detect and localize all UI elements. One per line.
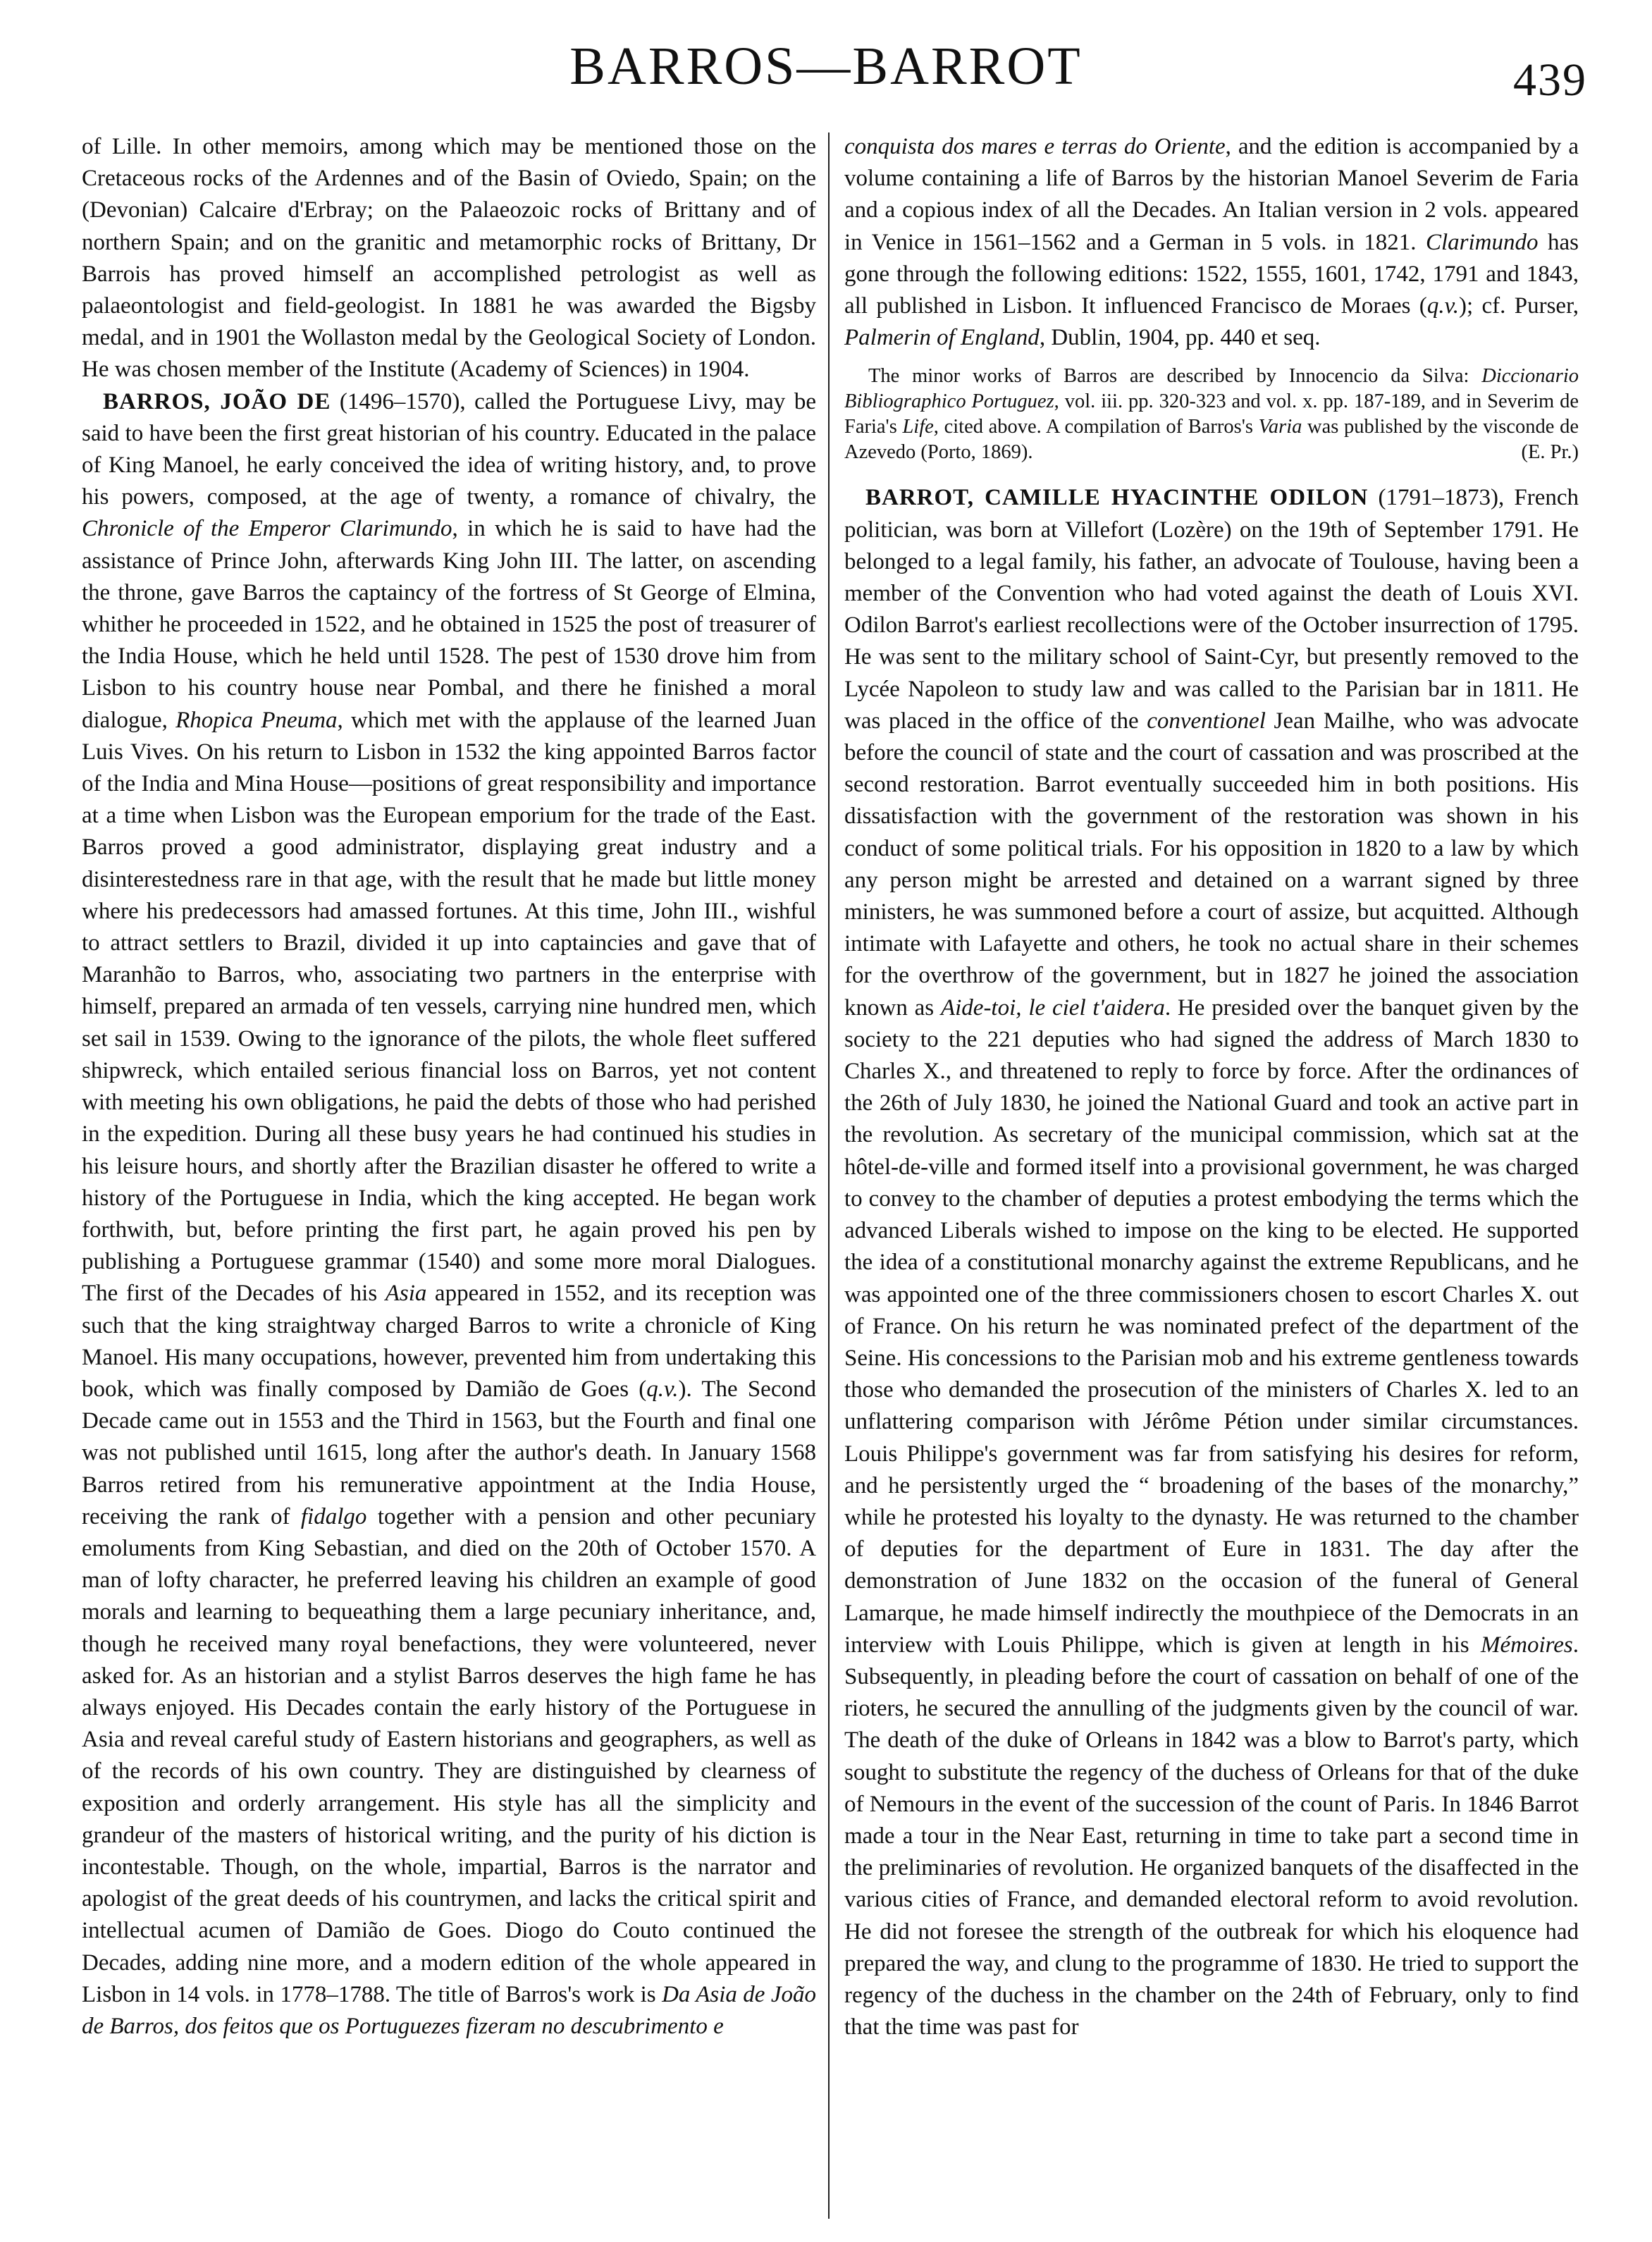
entry-barros: BARROS, JOÃO DE (1496–1570), called the Portuguese Livy, may be said to have been the first great historian of his country. Educated in the palace of King Manoel, he early conceived the idea of writing history, and, to prove his powers, composed, at the age of twenty, a romance of chivalry, the Chronicle of the Emperor Clarimundo, in which he is said to have had the assistance of Prince John, afterwards King John III. The latter, on ascending the throne, gave Barros the captaincy of the fortress of St George of Elmina, whither he proceeded in 1522, and he obtained in 1525 the post of treasurer of the India House, which he held until 1528. The pest of 1530 drove him from Lisbon to his country house near Pombal, and there he finished a moral dialogue, Rhopica Pneuma, which met with the applause of the learned Juan Luis Vives. On his return to Lisbon in 1532 the king appointed Barros factor of the India and Mina House—positions of great responsibility and importance at a time when Lisbon was the European emporium for the trade of the East. Barros proved a good administrator, displaying great industry and a disinterestedness rare in that age, with the result that he made but little money where his predecessors had amassed fortunes. At this time, John III., wishful to attract settlers to Brazil, divided it up into captaincies and gave that of Maranhão to Barros, who, associating two partners in the enterprise with himself, prepared an armada of ten vessels, carrying nine hundred men, which set sail in 1539. Owing to the ignorance of the pilots, the whole fleet suffered shipwreck, which entailed serious financial loss on Barros, yet not content with meeting his own obligations, he paid the debts of those who had perished in the expedition. During all these busy years he had continued his studies in his leisure hours, and shortly after the Brazilian disaster he offered to write a history of the Portuguese in India, which the king accepted. He began work forthwith, but, before printing the first part, he again proved his pen by publishing a Portuguese grammar (1540) and some more moral Dialogues. The first of the Decades of his Asia appeared in 1552, and its reception was such that the king straightway charged Barros to write a chronicle of King Manoel. His many occupations, however, prevented him from undertaking this book, which was finally composed by Damião de Goes (q.v.). The Second Decade came out in 1553 and the Third in 1563, but the Fourth and final one was not published until 1615, long after the author's death. In January 1568 Barros retired from his remunerative appointment at the India House, receiving the rank of fidalgo together with a pension and other pecuniary emoluments from King Sebastian, and died on the 20th of October 1570. A man of lofty character, he preferred leaving his children an example of good morals and learning to bequeathing them a large pecuniary inheritance, and, though he received many royal benefactions, they were volunteered, never asked for. As an historian and a stylist Barros deserves the high fame he has always enjoyed. His Decades contain the early history of the Portuguese in Asia and reveal careful study of Eastern historians and geographers, as well as of the records of his own country. They are distinguished by clearness of exposition and orderly arrangement. His style has all the simplicity and grandeur of the masters of historical writing, and the purity of his diction is incontestable. Though, on the whole, impartial, Barros is the narrator and apologist of the great deeds of his countrymen, and lacks the critical spirit and intellectual acumen of Damião de Goes. Diogo do Couto continued the Decades, adding nine more, and a modern edition of the whole appeared in Lisbon in 14 vols. in 1778–1788. The title of Barros's work is Da Asia de João de Barros, dos feitos que os Portuguezes fizeram no descubrimento e [82,388,817,2039]
italic-title: Asia [385,1281,427,1307]
italic-title: Mémoires [1481,1632,1573,1658]
italic-title: Aide-toi, le ciel t'aidera [940,994,1165,1021]
author-signature: (E. Pr.) [1521,441,1579,464]
paragraph-barrois-continued: of Lille. In other memoirs, among which may be mentioned those on the Cretaceous rocks of the Ardennes and of the Basin of Oviedo, Spain; on the (Devonian) Calcaire d'Erbray; on the Palaeozoic rocks of Brittany and of northern Spain; and on the granitic and metamorphic rocks of Brittany, Dr Barrois has proved himself an accomplished petrologist as well as palaeontologist and field-geologist. In 1881 he was awarded the Bigsby medal, and in 1901 the Wollaston medal by the Geological Society of London. He was chosen member of the Institute (Academy of Sciences) in 1904. [82,134,816,383]
running-head: BARROS—BARROT [569,37,1083,96]
entry-headword: BARROT, CAMILLE HYACINTHE ODILON [865,485,1369,511]
italic-term: conventionel [1147,708,1266,734]
right-column [844,131,1579,2043]
column-divider [828,133,830,2219]
italic-title: Chronicle of the Emperor Clarimundo [82,516,452,542]
italic-title: Life [902,416,934,438]
italic-title: Diccionario Bibliographico Portuguez [844,365,1579,413]
page-number: 439 [1513,54,1587,106]
entry-barrot: BARROT, CAMILLE HYACINTHE ODILON (1791–1873), French politician, was born at Villefort (Lozère) on the 19th of September 1791. He belonged to a legal family, his father, an advocate of Toulouse, having been a member of the Convention who had voted against the death of Louis XVI. Odilon Barrot's earliest recollections were of the October insurrection of 1795. He was sent to the military school of Saint-Cyr, but presently removed to the Lycée Napoleon to study law and was called to the Parisian bar in 1811. He was placed in the office of the conventionel Jean Mailhe, who was advocate before the council of state and the court of cassation and was proscribed at the second restoration. Barrot eventually succeeded him in both positions. His dissatisfaction with the government of the restoration was shown in his conduct of some political trials. For his opposition in 1820 to a law by which any person might be arrested and detained on a warrant signed by three ministers, he was summoned before a court of assize, but acquitted. Although intimate with Lafayette and others, he took no actual share in their schemes for the overthrow of the government, but in 1827 he joined the association known as Aide-toi, le ciel t'aidera. He presided over the banquet given by the society to the 221 deputies who had signed the address of March 1830 to Charles X., and threatened to reply to force by force. After the ordinances of the 26th of July 1830, he joined the National Guard and took an active part in the revolution. As secretary of the municipal commission, which sat at the hôtel-de-ville and formed itself into a provisional government, he was charged to convey to the chamber of deputies a protest embodying the terms which the advanced Liberals wished to impose on the king to be elected. He supported the idea of a constitutional monarchy against the extreme Republicans, and he was appointed one of the three commissioners chosen to escort Charles X. out of France. On his return he was nominated prefect of the department of the Seine. His concessions to the Parisian mob and his extreme gentleness towards those who demanded the prosecution of the ministers of Charles X. led to an unflattering comparison with Jérôme Pétion under similar circumstances. Louis Philippe's government was far from satisfying his desires for reform, and he persistently urged the “ broadening of the bases of the monarchy,” while he protested his loyalty to the dynasty. He was returned to the chamber of deputies for the department of Eure in 1831. The day after the demonstration of June 1832 on the occasion of the funeral of General Lamarque, he made himself indirectly the mouthpiece of the Democrats in an interview with Louis Philippe, which is given at length in his Mémoires. Subsequently, in pleading before the court of cassation on behalf of one of the rioters, he secured the annulling of the judgments given by the council of war. The death of the duke of Orleans in 1842 was a blow to Barrot's party, which sought to substitute the regency of the duchess of Orleans for that of the duke of Nemours in the event of the succession of the count of Paris. In 1846 Barrot made a tour in the Near East, returning in time to take part a second time in the preliminaries of revolution. He organized banquets of the disaffected in the various cities of France, and demanded electoral reform to avoid revolution. He did not foresee the strength of the outbreak for which his eloquence had prepared the way, and clung to the programme of 1830. He tried to support the regency of the duchess in the chamber on the 24th of February, only to find that the time was past for [844,485,1579,2040]
cross-reference: q.v. [646,1376,679,1402]
italic-title: Palmerin of England [844,325,1040,351]
entry-headword: BARROS, JOÃO DE [103,388,331,414]
italic-title: conquista dos mares e terras do Oriente [844,134,1226,159]
italic-title: Da Asia de João de Barros, dos feitos que os Portuguezes fizeram no descubrimento e [82,1981,816,2039]
italic-title: Varia [1258,416,1302,438]
bibliography-note: The minor works of Barros are described by Innocencio da Silva: Diccionario Bibliographico Portuguez, vol. iii. pp. 320-323 and vol. x. pp. 187-189, and in Severim de Faria's Life, cited above. A compilation of Barros's Varia was published by the visconde de Azevedo (Porto, 1869). (E. Pr.) [844,364,1579,465]
italic-title: Clarimundo [1425,229,1539,255]
left-column [82,131,816,2043]
entry-barros-continued: conquista dos mares e terras do Oriente, and the edition is accompanied by a volume containing a life of Barros by the historian Manoel Severim de Faria and a copious index of all the Decades. An Italian version in 2 vols. appeared in Venice in 1561–1562 and a German in 5 vols. in 1821. Clarimundo has gone through the following editions: 1522, 1555, 1601, 1742, 1791 and 1843, all published in Lisbon. It influenced Francisco de Moraes (q.v.); cf. Purser, Palmerin of England, Dublin, 1904, pp. 440 et seq. [844,134,1579,351]
cross-reference: q.v. [1426,293,1460,319]
italic-title: Rhopica Pneuma [175,707,338,733]
page-header [0,31,1652,123]
italic-term: fidalgo [300,1503,367,1529]
